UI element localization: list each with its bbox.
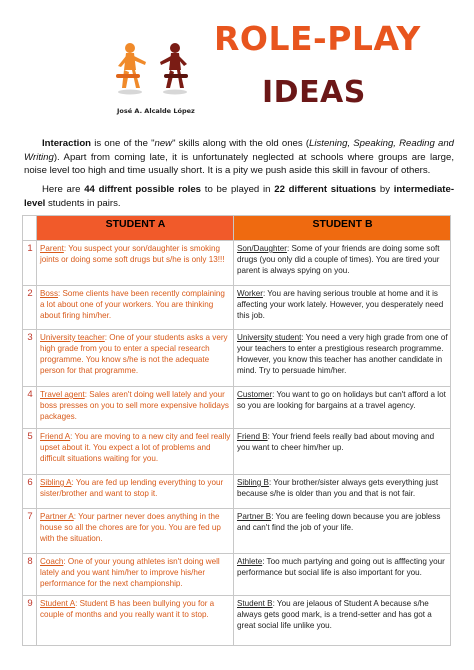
student-b-description: : Some of your friends are doing some soft drugs (you only did a couple of times). You are tired your parent is always spying on you.: [237, 244, 440, 275]
student-b-cell: [234, 387, 451, 429]
table-row: [23, 387, 451, 429]
student-a-cell: [37, 241, 234, 286]
student-b-cell: [234, 429, 451, 475]
intro-text: ). Apart from coming late, it is unfortunately neglected at schools where groups are large, noise level too high and time usually short. It is a pity we push aside this skill in favour of others.: [24, 151, 454, 177]
student-b-role: Customer: [237, 390, 273, 399]
student-a-cell: [37, 330, 234, 387]
student-a-cell: [37, 475, 234, 509]
row-number: 3: [23, 330, 37, 387]
student-a-description: : You are fed up lending everything to your sister/brother and want to stop it.: [40, 478, 224, 498]
student-a-cell: [37, 387, 234, 429]
student-a-description: : Student B has been bullying you for a couple of months and you really want it to stop.: [40, 599, 215, 619]
student-a-role: Travel agent: [40, 390, 85, 399]
row-number: 5: [23, 429, 37, 475]
student-a-role: Parent: [40, 244, 64, 253]
table-row: [23, 554, 451, 596]
intro-text: Here are: [42, 184, 85, 195]
intro-bold-term: Interaction: [42, 138, 92, 149]
page-title-line1: ROLE-PLAY: [214, 19, 421, 58]
row-number: 9: [23, 596, 37, 646]
student-b-description: : Your brother/sister always gets everything just because s/he is older than you and that is not fair.: [237, 478, 439, 498]
author-name: José A. Alcalde López: [117, 107, 195, 115]
intro-paragraph-2: [24, 183, 454, 210]
student-b-role: University student: [237, 333, 302, 342]
student-b-cell: [234, 596, 451, 646]
student-b-role: Friend B: [237, 432, 268, 441]
table-row: [23, 286, 451, 330]
student-a-description: : Sales aren't doing well lately and your boss presses on you to sell more expensive holidays packages.: [40, 390, 229, 421]
student-b-description: : You need a very high grade from one of your teachers to enter a prestigious research programme. However, you know this teacher has another candidate in mind. Try to persuade him/her.: [237, 333, 448, 375]
intro-bold-situations: 22 different situations: [274, 184, 377, 195]
student-a-role: Friend A: [40, 432, 71, 441]
student-b-description: : You want to go on holidays but can't afford a lot so you are looking for bargains at a travel agency.: [237, 390, 446, 410]
student-b-cell: [234, 475, 451, 509]
student-b-cell: [234, 554, 451, 596]
student-b-role: Partner B: [237, 512, 272, 521]
student-a-cell: [37, 429, 234, 475]
row-number: 1: [23, 241, 37, 286]
table-row: [23, 241, 451, 286]
table-row: [23, 509, 451, 554]
intro-italic-new: new: [154, 138, 173, 149]
student-a-description: : Your partner never does anything in the house so all the chores are for you. You are fed up with the situation.: [40, 512, 221, 543]
intro-bold-level: intermediate-level: [24, 184, 455, 209]
student-b-description: : You are feeling down because you are jobless and can't find the job of your life.: [237, 512, 441, 532]
row-number: 4: [23, 387, 37, 429]
student-a-cell: [37, 286, 234, 330]
student-a-cell: [37, 509, 234, 554]
row-number: 8: [23, 554, 37, 596]
row-number: 6: [23, 475, 37, 509]
student-a-description: : One of your students asks a very high grade from you to enter a special research programme. You know s/he is not the adequate person for that programme.: [40, 333, 228, 375]
student-a-cell: [37, 596, 234, 646]
student-b-description: : Your friend feels really bad about moving and you want to cheer him/her up.: [237, 432, 435, 452]
row-number: 7: [23, 509, 37, 554]
student-a-role: Coach: [40, 557, 64, 566]
student-b-description: : Too much partying and going out is afffecting your performance but social life is also important for you.: [237, 557, 445, 577]
student-b-role: Son/Daughter: [237, 244, 287, 253]
table-row: [23, 475, 451, 509]
intro-italic-skills: Listening, Speaking, Reading and Writing: [24, 138, 454, 163]
student-b-description: : You are having serious trouble at home and it is affecting your work lately. However, you desperately need this job.: [237, 289, 444, 320]
student-a-role: University teacher: [40, 333, 105, 342]
header-student-b: STUDENT B: [234, 216, 451, 241]
table-row: [23, 330, 451, 387]
student-b-role: Athlete: [237, 557, 263, 566]
student-a-description: : You are moving to a new city and feel really upset about it. You expect a lot of problems and difficult situations waiting for you.: [40, 432, 231, 463]
student-a-role: Student A: [40, 599, 76, 608]
intro-text: students in pairs.: [45, 197, 121, 209]
student-a-description: : Some clients have been recently complaining a lot about one of your workers. You are thinking about firing him/her.: [40, 289, 225, 320]
student-a-role: Boss: [40, 289, 58, 298]
student-b-role: Student B: [237, 599, 273, 608]
intro-bold-roles: 44 diffrent possible roles: [84, 184, 202, 195]
intro-text: to be played in: [201, 184, 275, 195]
student-b-cell: [234, 286, 451, 330]
student-b-cell: [234, 509, 451, 554]
table-row: [23, 429, 451, 475]
student-a-role: Partner A: [40, 512, 74, 521]
student-b-role: Worker: [237, 289, 263, 298]
student-a-description: : One of your young athletes isn't doing well lately and you want him/her to improve his/her performance for the next championship.: [40, 557, 220, 588]
student-a-cell: [37, 554, 234, 596]
roles-table: [22, 215, 451, 646]
student-b-cell: [234, 330, 451, 387]
student-b-description: : You are jelaous of Student A because s/he always gets good mark, is a trend-setter and has got a great social life unlike you.: [237, 599, 432, 630]
row-number: 2: [23, 286, 37, 330]
header: [0, 0, 474, 122]
student-a-role: Sibling A: [40, 478, 72, 487]
intro-text: by: [376, 184, 394, 195]
header-student-a: STUDENT A: [37, 216, 234, 241]
intro-paragraph-1: [24, 137, 454, 178]
table-header-row: [23, 216, 451, 241]
student-b-role: Sibling B: [237, 478, 269, 487]
header-number-cell: [23, 216, 37, 241]
student-a-description: : You suspect your son/daughter is smoking joints or doing some soft drugs but s/he is only 13!!!: [40, 244, 225, 264]
student-b-cell: [234, 241, 451, 286]
intro-text: is one of the ": [91, 138, 155, 149]
intro-text: " skills along with the old ones (: [172, 138, 310, 149]
two-figures-talking-illustration: [112, 40, 194, 100]
page-title-line2: IDEAS: [262, 75, 366, 110]
table-row: [23, 596, 451, 646]
